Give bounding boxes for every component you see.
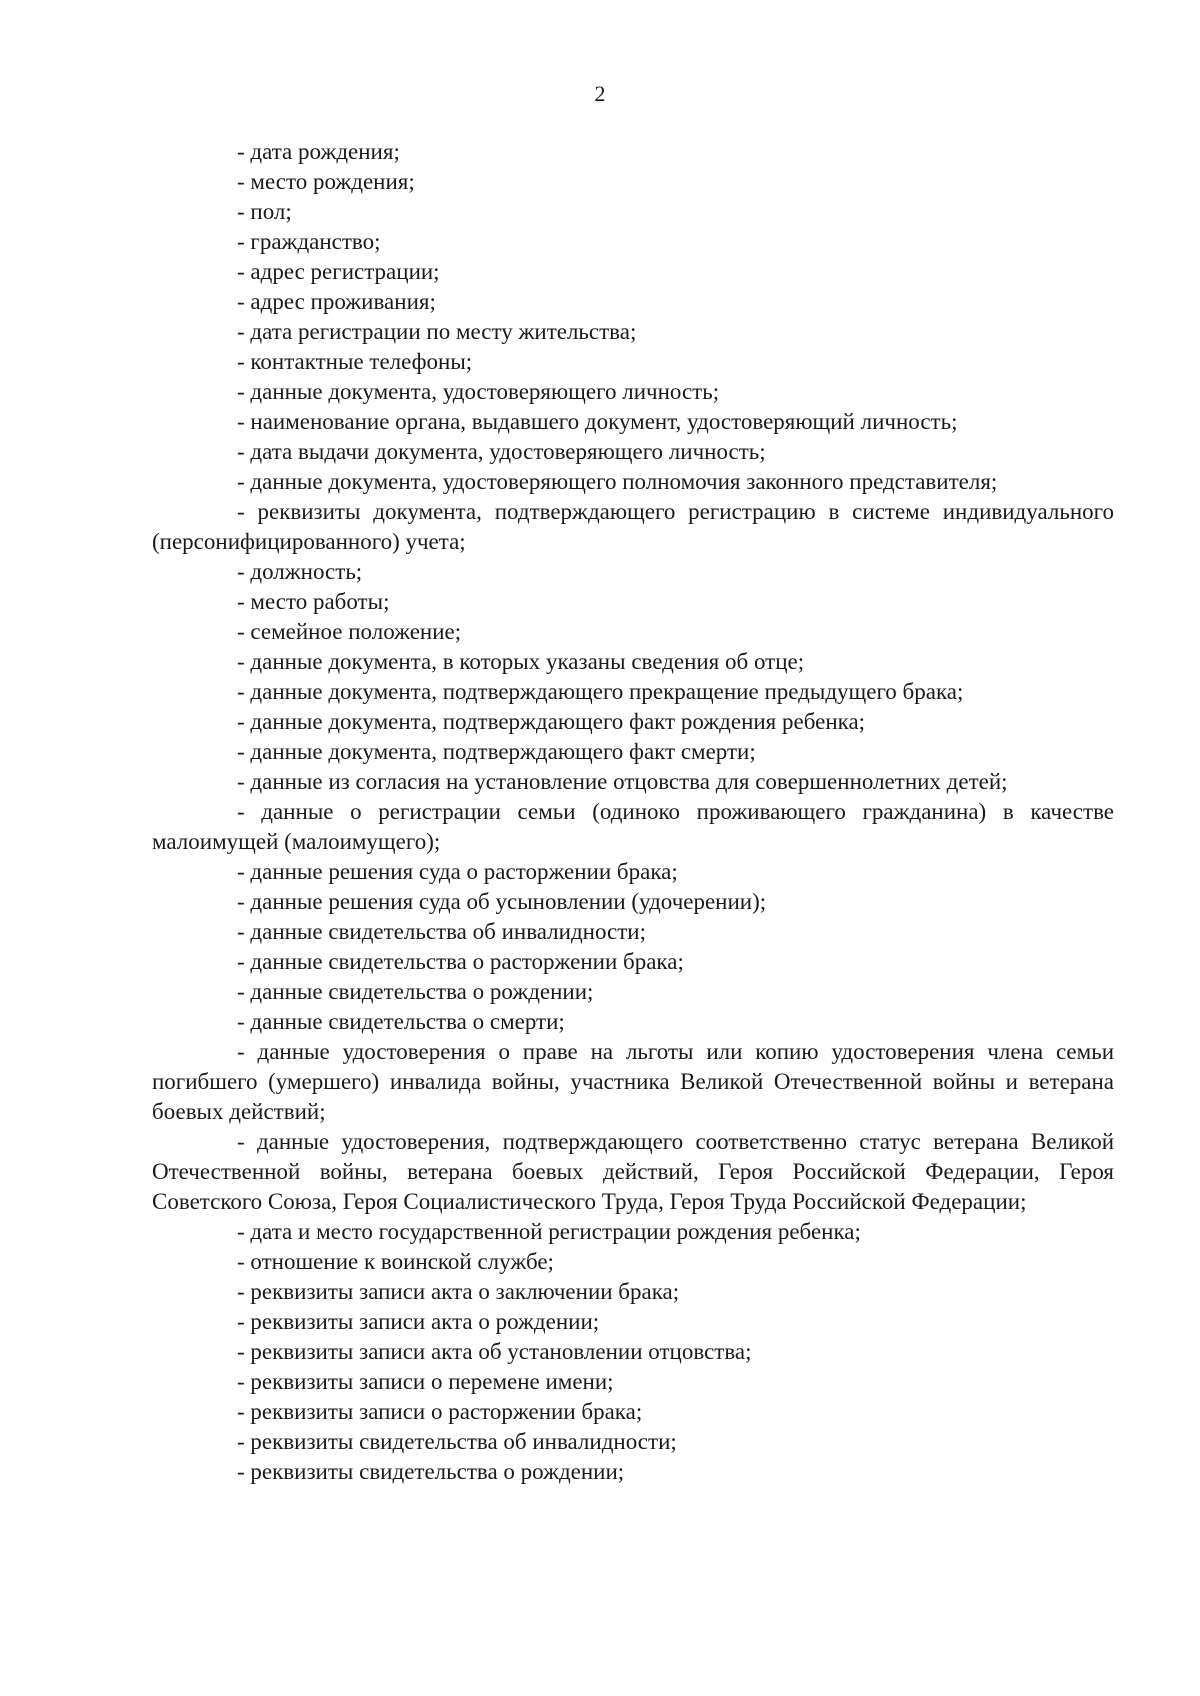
list-item: - адрес регистрации; <box>237 259 440 284</box>
list-item: - реквизиты записи о расторжении брака; <box>237 1399 643 1424</box>
list-item: - реквизиты свидетельства о рождении; <box>237 1459 625 1484</box>
list-item: - дата и место государственной регистрации рождения ребенка; <box>237 1219 861 1244</box>
list-item: - гражданство; <box>237 229 381 254</box>
list-item: - отношение к воинской службе; <box>237 1249 554 1274</box>
list-item: - место рождения; <box>237 169 415 194</box>
list-item: - данные из согласия на установление отцовства для совершеннолетних детей; <box>237 769 1008 794</box>
list-item: - семейное положение; <box>237 619 462 644</box>
list-item: - данные свидетельства о смерти; <box>237 1009 565 1034</box>
list-item: - данные документа, удостоверяющего личность; <box>237 379 720 404</box>
list-item: - данные свидетельства о расторжении брака; <box>237 949 684 974</box>
list-item: - реквизиты записи акта об установлении отцовства; <box>237 1339 752 1364</box>
list-item: - данные решения суда о расторжении брака; <box>237 859 678 884</box>
list-item: - данные удостоверения, подтверждающего соответственно статус ветерана Великой Отечественной войны, ветерана боевых действий, Героя Российской Федерации, Героя Советского Союза, Героя Социалистического Труда, Героя Труда Российской Федерации; <box>152 1129 1114 1214</box>
personal-data-list <box>152 137 1114 1487</box>
list-item: - реквизиты записи акта о рождении; <box>237 1309 600 1334</box>
list-item: - данные свидетельства об инвалидности; <box>237 919 647 944</box>
list-item: - должность; <box>237 559 363 584</box>
list-item: - данные о регистрации семьи (одиноко проживающего гражданина) в качестве малоимущей (малоимущего); <box>152 799 1114 854</box>
list-item: - данные решения суда об усыновлении (удочерении); <box>237 889 767 914</box>
list-item: - данные документа, в которых указаны сведения об отце; <box>237 649 805 674</box>
list-item: - данные документа, подтверждающего факт рождения ребенка; <box>237 709 866 734</box>
list-item: - наименование органа, выдавшего документ, удостоверяющий личность; <box>237 409 958 434</box>
list-item: - реквизиты свидетельства об инвалидности; <box>237 1429 677 1454</box>
list-item: - реквизиты записи акта о заключении брака; <box>237 1279 680 1304</box>
list-item: - данные удостоверения о праве на льготы или копию удостоверения члена семьи погибшего (умершего) инвалида войны, участника Великой Отечественной войны и ветерана боевых действий; <box>152 1039 1114 1124</box>
list-item: - данные документа, удостоверяющего полномочия законного представителя; <box>237 469 998 494</box>
list-item: - реквизиты документа, подтверждающего регистрацию в системе индивидуального (персонифицированного) учета; <box>152 499 1114 554</box>
list-item: - пол; <box>237 199 292 224</box>
list-item: - место работы; <box>237 589 390 614</box>
list-item: - адрес проживания; <box>237 289 436 314</box>
list-item: - дата регистрации по месту жительства; <box>237 319 637 344</box>
list-item: - дата выдачи документа, удостоверяющего личность; <box>237 439 766 464</box>
list-item: - данные документа, подтверждающего факт смерти; <box>237 739 756 764</box>
list-item: - контактные телефоны; <box>237 349 473 374</box>
page-number: 2 <box>594 81 606 106</box>
list-item: - дата рождения; <box>237 139 400 164</box>
list-item: - реквизиты записи о перемене имени; <box>237 1369 614 1394</box>
list-item: - данные свидетельства о рождении; <box>237 979 594 1004</box>
list-item: - данные документа, подтверждающего прекращение предыдущего брака; <box>237 679 964 704</box>
